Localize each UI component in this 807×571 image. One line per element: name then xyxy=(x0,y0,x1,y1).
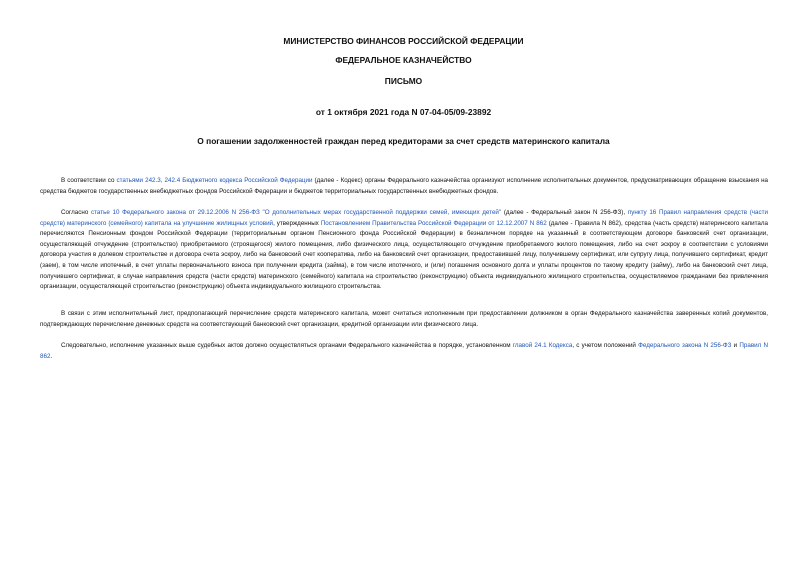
paragraph-text: . xyxy=(50,352,53,360)
link-code-chapter-24-1[interactable]: главой 24.1 Кодекса xyxy=(512,342,573,349)
paragraph-text: (далее - Кодекс) органы Федерального казначейства организуют исполнение исполнительных документов, предусматривающих обращение взыскания на средства бюджетов государственных внебюджетных фондов Российской Федерации и бюджетов территориальных государственных внебюджетных фондов. xyxy=(40,177,768,195)
paragraph-2 xyxy=(40,208,768,293)
paragraph-text: , утвержденных xyxy=(273,219,321,227)
paragraph-text: Следовательно, исполнение указанных выше судебных актов должно осуществляться органами Федерального казначейства в порядке, установленном xyxy=(61,342,513,349)
link-federal-law-article-10[interactable]: статье 10 Федерального закона от 29.12.2006 N 256-ФЗ "О дополнительных мерах государственной поддержки семей, имеющих детей" xyxy=(91,209,502,216)
paragraph-text: В связи с этим исполнительный лист, предполагающий перечисление средств материнского капитала, может считаться исполненным при предоставлении должником в орган Федерального казначейства заверенных копий документов, подтверждающих перечисление денежных средств на соответствующий банковский счет организации, кредитной организации или физического лица. xyxy=(40,310,768,328)
paragraph-text: В соответствии со xyxy=(61,177,117,184)
paragraph-text: и xyxy=(731,342,740,349)
document-title: О погашении задолженностей граждан перед кредиторами за счет средств материнского капитала xyxy=(197,136,610,146)
paragraph-text: (далее - Федеральный закон N 256-ФЗ), xyxy=(501,209,628,216)
paragraph-text: , с учетом положений xyxy=(572,342,639,349)
link-budget-code-articles[interactable]: статьями 242.3, 242.4 Бюджетного кодекса Российской Федерации xyxy=(116,177,313,184)
paragraph-text: Согласно xyxy=(61,209,91,216)
link-government-resolution-862[interactable]: Постановлением Правительства Российской Федерации от 12.12.2007 N 862 xyxy=(320,219,547,227)
date-number-heading: от 1 октября 2021 года N 07-04-05/09-23892 xyxy=(315,107,492,117)
paragraph-text: (далее - Правила N 862), средства (часть средств) материнского капитала перечисляются Пенсионным фондом Российской Федерации (территориальным органом Пенсионного фонда Российской Федерации) в безналичном порядке на указанный в соответствующем договоре банковский счет организации, осуществляющей отчуждение (строительство) приобретаемого (строящегося) жилого помещения, либо физического лица, осуществляющего отчуждение приобретаемого жилого помещения, либо на счет эскроу в соответствии с условиями договора участия в долевом строительстве и договора счета эскроу, либо на банковский счет кооператива, либо на банковский счет организации, предоставившей лицу, получившему сертификат, или супругу лица, получившего сертификат, кредит (заем), в том числе ипотечный, в счет уплаты первоначального взноса при получении кредита (займа), в том числе ипотечного, и (или) погашения основного долга и уплаты процентов по такому кредиту (займу), либо на банковский счет лица, получившего сертификат, в случае направления средств (части средств) материнского (семейного) капитала на строительство (реконструкцию) объекта индивидуального жилищного строительства, осуществляемое гражданами без привлечения организации, осуществляющей строительство (реконструкцию) объекта индивидуального жилищного строительства. xyxy=(40,219,769,291)
paragraph-1 xyxy=(40,176,768,197)
treasury-heading: ФЕДЕРАЛЬНОЕ КАЗНАЧЕЙСТВО xyxy=(335,55,472,65)
link-rules-862[interactable]: Правил N 862 xyxy=(40,342,768,360)
paragraph-3 xyxy=(40,309,768,330)
link-federal-law-256[interactable]: Федерального закона N 256-ФЗ xyxy=(638,342,732,349)
paragraph-4 xyxy=(40,341,768,362)
ministry-heading: МИНИСТЕРСТВО ФИНАНСОВ РОССИЙСКОЙ ФЕДЕРАЦИИ xyxy=(283,36,524,46)
document-type-heading: ПИСЬМО xyxy=(384,76,423,86)
link-rules-point-16[interactable]: пункту 16 Правил направления средств (части средств) материнского (семейного) капитала на улучшение жилищных условий xyxy=(40,209,769,227)
